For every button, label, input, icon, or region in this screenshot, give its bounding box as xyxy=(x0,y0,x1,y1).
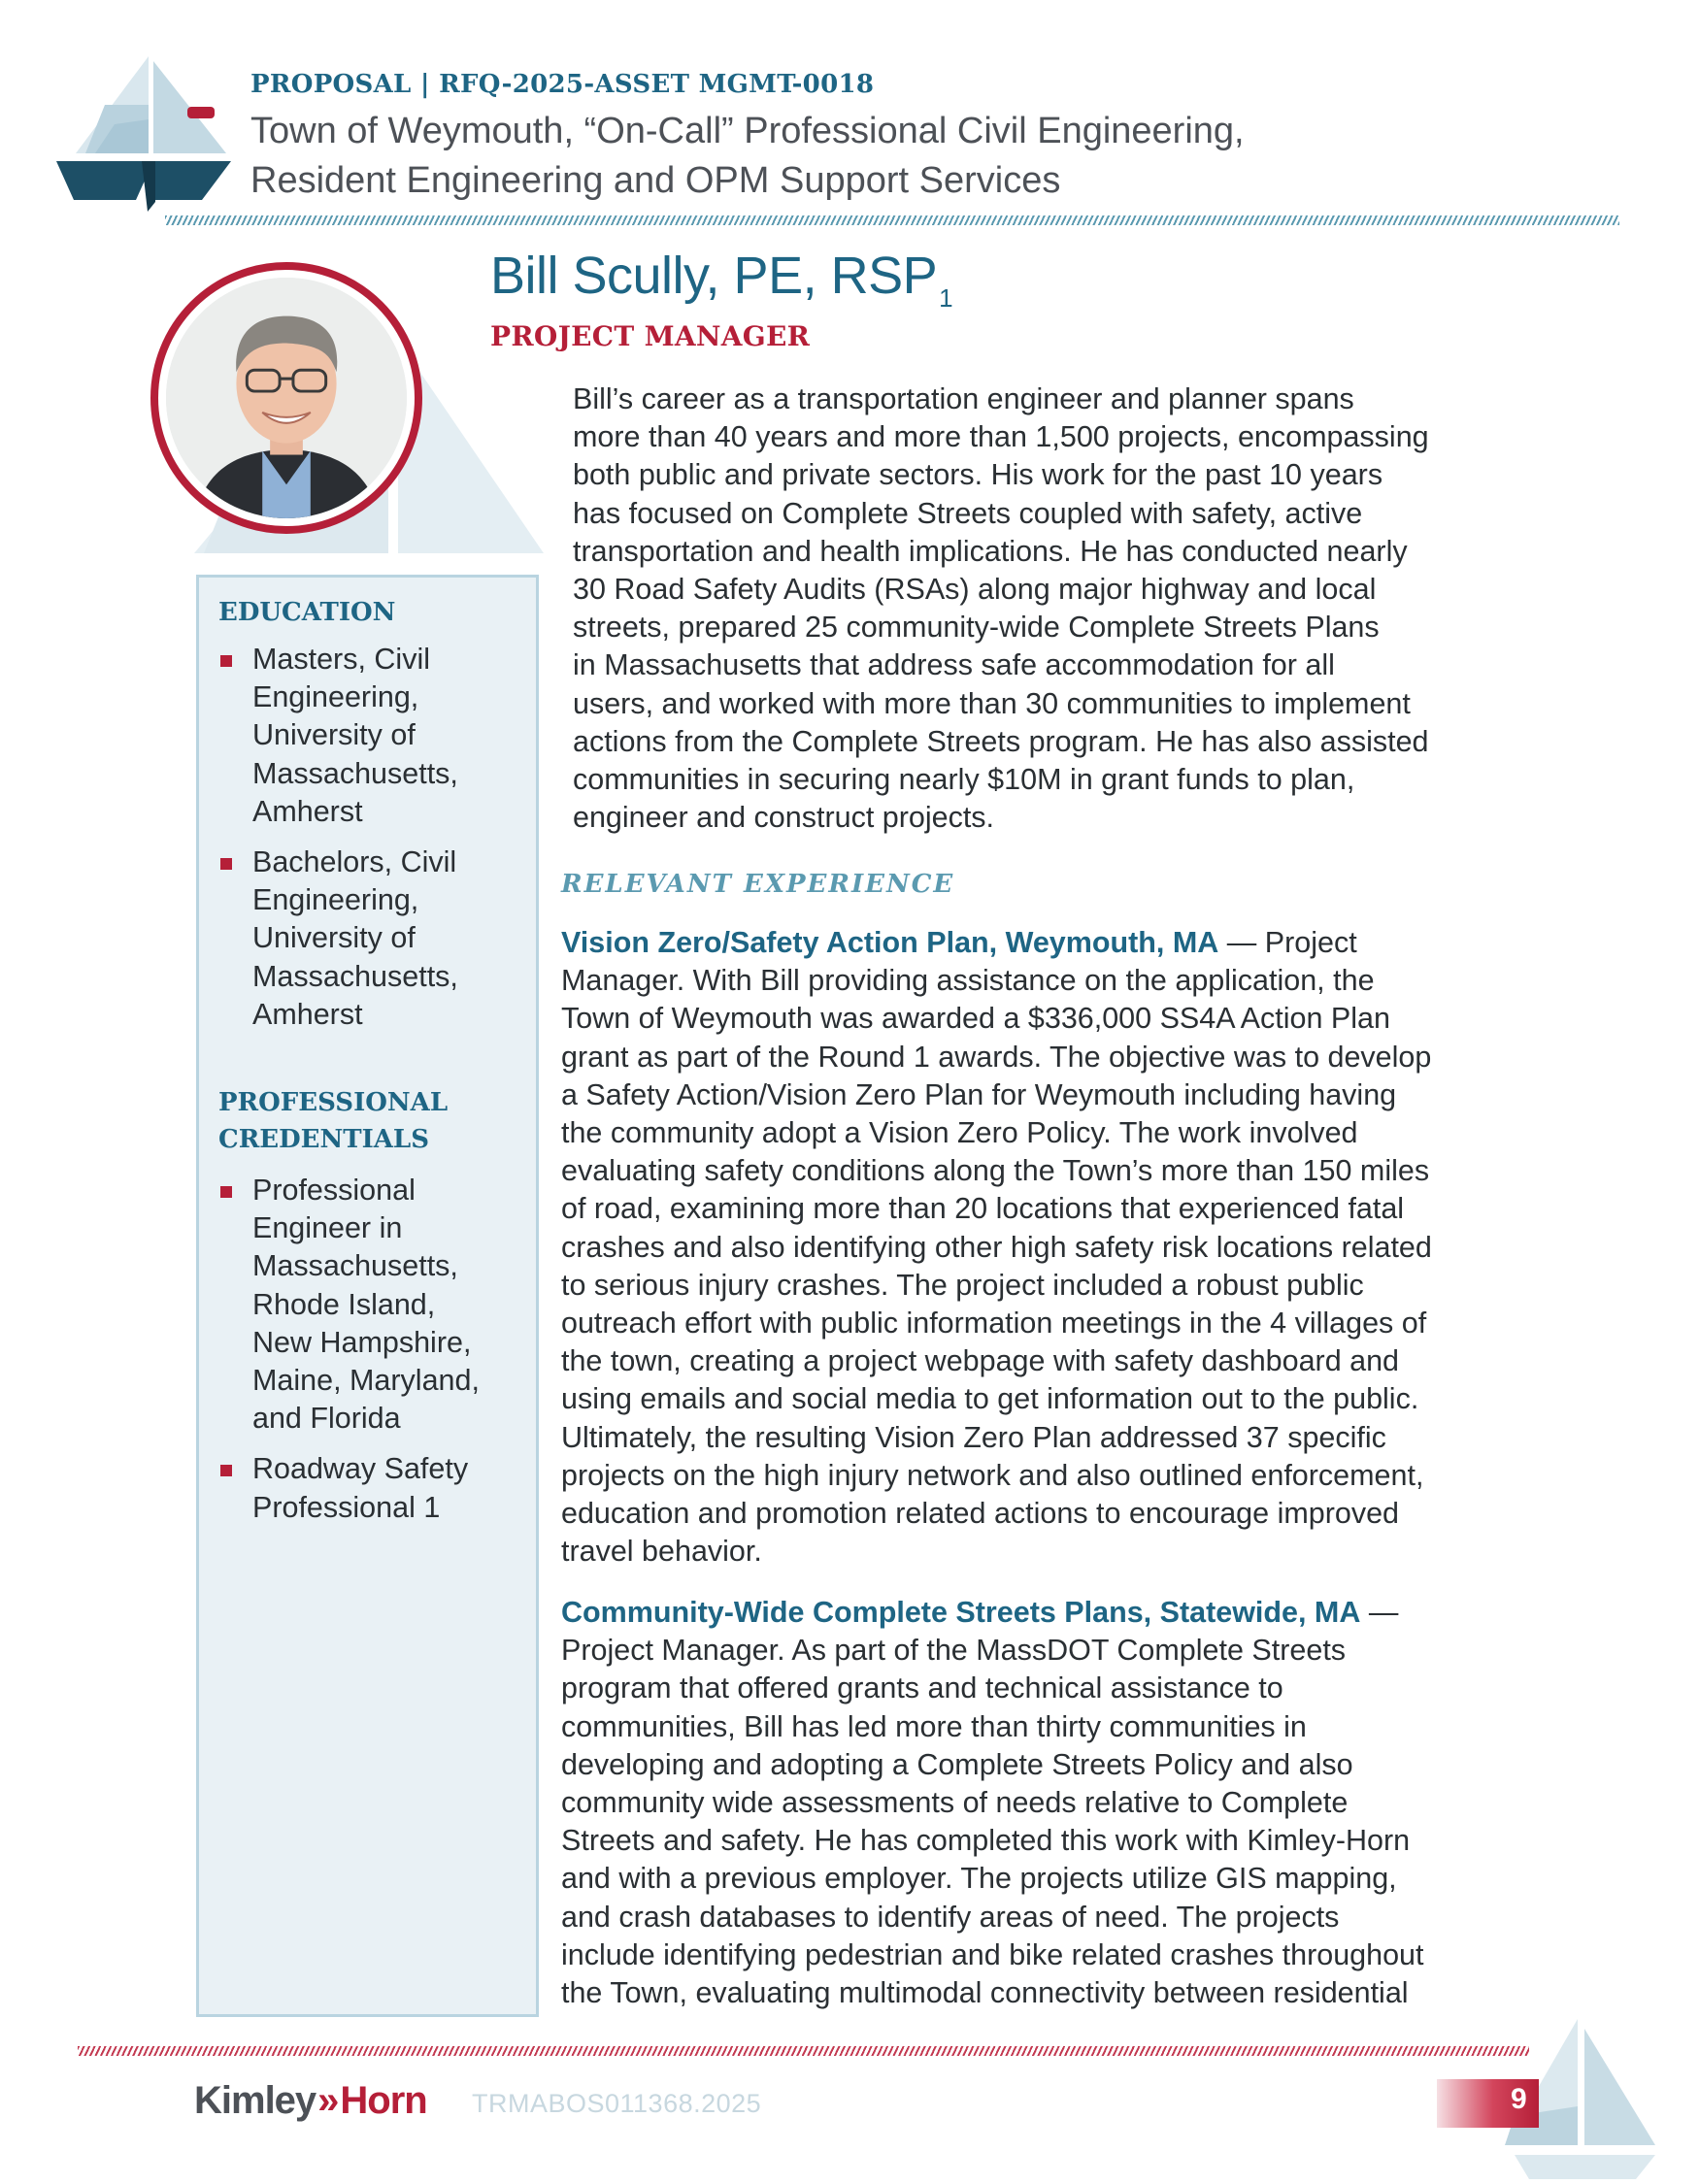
bio-line: Bill’s career as a transportation engineer and planner spans xyxy=(573,382,1354,415)
bio-line: in Massachusetts that address safe accommodation for all xyxy=(573,648,1335,682)
project-entry xyxy=(561,1594,1544,2012)
bio-paragraph xyxy=(573,381,1544,837)
education-heading: EDUCATION xyxy=(218,598,396,627)
project-line: to serious injury crashes. The project included a robust public xyxy=(561,1268,1364,1302)
project-line: evaluating safety conditions along the Town’s more than 150 miles xyxy=(561,1154,1430,1188)
logo-text-kimley: Kimley xyxy=(194,2079,316,2122)
project-first-line-rest: — Project xyxy=(1218,926,1357,959)
proposal-kicker: PROPOSAL | RFQ-2025-ASSET MGMT-0018 xyxy=(250,70,875,99)
person-role: PROJECT MANAGER xyxy=(490,320,811,352)
project-line: education and promotion related actions to encourage improved xyxy=(561,1497,1400,1531)
list-item xyxy=(218,641,534,831)
list-item-line: University of xyxy=(252,921,416,955)
project-line: projects on the high injury network and also outlined enforcement, xyxy=(561,1458,1424,1492)
person-name xyxy=(490,246,952,314)
project-entry xyxy=(561,924,1544,1571)
project-line: and with a previous employer. The projects utilize GIS mapping, xyxy=(561,1862,1397,1896)
headshot-frame xyxy=(150,262,422,534)
company-logo xyxy=(194,2079,427,2123)
project-line: and crash databases to identify areas of need. The projects xyxy=(561,1900,1340,1934)
project-first-line-rest: — xyxy=(1360,1596,1399,1629)
bio-line: more than 40 years and more than 1,500 projects, encompassing xyxy=(573,420,1429,454)
list-item-line: Maine, Maryland, xyxy=(252,1364,480,1398)
project-line: travel behavior. xyxy=(561,1535,762,1569)
list-item xyxy=(218,1450,534,1526)
list-item-line: Engineering, xyxy=(252,883,419,917)
project-title: Community-Wide Complete Streets Plans, Statewide, MA xyxy=(561,1596,1361,1629)
credentials-heading-line: CREDENTIALS xyxy=(218,1125,429,1154)
bio-line: actions from the Complete Streets program. He has also assisted xyxy=(573,724,1429,758)
project-line: outreach effort with public information meetings in the 4 villages of xyxy=(561,1307,1427,1340)
credentials-list xyxy=(218,1172,534,1539)
list-item-line: Masters, Civil xyxy=(252,643,431,676)
relevant-experience-heading: RELEVANT EXPERIENCE xyxy=(561,870,955,899)
project-line: grant as part of the Round 1 awards. The objective was to develop xyxy=(561,1040,1432,1074)
project-line: crashes and also identifying other high safety risk locations related xyxy=(561,1230,1432,1264)
bio-line: both public and private sectors. His work for the past 10 years xyxy=(573,458,1383,492)
project-line: Ultimately, the resulting Vision Zero Plan addressed 37 specific xyxy=(561,1420,1386,1454)
bio-line: transportation and health implications. He has conducted nearly xyxy=(573,534,1408,568)
bio-line: 30 Road Safety Audits (RSAs) along major highway and local xyxy=(573,573,1377,607)
project-line: include identifying pedestrian and bike related crashes throughout xyxy=(561,1937,1424,1971)
list-item-line: Rhode Island, xyxy=(252,1287,436,1321)
person-portrait-icon xyxy=(166,278,407,518)
project-line: the community adopt a Vision Zero Policy. The work involved xyxy=(561,1116,1358,1150)
header-divider xyxy=(165,215,1619,225)
list-item xyxy=(218,1172,534,1438)
person-name-subscript: 1 xyxy=(939,283,953,313)
project-line: the Town, evaluating multimodal connectivity between residential xyxy=(561,1976,1409,2010)
proposal-title-line: Town of Weymouth, “On-Call” Professional Civil Engineering, xyxy=(250,111,1245,151)
bullet-icon xyxy=(220,655,232,667)
project-line: developing and adopting a Complete Streets Policy and also xyxy=(561,1747,1353,1781)
logo-arrows-icon: » xyxy=(317,2079,339,2122)
project-line: using emails and social media to get information out to the public. xyxy=(561,1382,1419,1416)
project-line: of road, examining more than 20 locations that experienced fatal xyxy=(561,1192,1405,1226)
project-first-line xyxy=(561,924,1544,962)
bio-line: communities in securing nearly $10M in grant funds to plan, xyxy=(573,763,1355,797)
list-item-line: and Florida xyxy=(252,1402,401,1436)
document-code: TRMABOS011368.2025 xyxy=(472,2089,762,2118)
bio-line: engineer and construct projects. xyxy=(573,801,995,835)
credentials-heading xyxy=(218,1084,448,1158)
list-item-line: Roadway Safety xyxy=(252,1452,469,1486)
list-item xyxy=(218,844,534,1034)
list-item-line: Amherst xyxy=(252,794,363,828)
project-line: community wide assessments of needs relative to Complete xyxy=(561,1786,1349,1820)
proposal-title xyxy=(250,107,1513,206)
project-line: communities, Bill has led more than thirty communities in xyxy=(561,1709,1307,1743)
project-line: Manager. With Bill providing assistance on the application, the xyxy=(561,964,1375,998)
list-item-line: Massachusetts, xyxy=(252,959,458,993)
list-item-line: Professional 1 xyxy=(252,1490,441,1524)
project-first-line xyxy=(561,1594,1544,1632)
list-item-line: Massachusetts, xyxy=(252,756,458,790)
project-line: a Safety Action/Vision Zero Plan for Weymouth including having xyxy=(561,1077,1397,1111)
list-item-line: Engineer in xyxy=(252,1211,403,1245)
list-item-line: Engineering, xyxy=(252,680,419,714)
sail-logo-icon xyxy=(47,47,231,221)
project-line: Town of Weymouth was awarded a $336,000 SS4A Action Plan xyxy=(561,1002,1390,1036)
bullet-icon xyxy=(220,858,232,870)
project-line: program that offered grants and technical assistance to xyxy=(561,1671,1283,1705)
page-number: 9 xyxy=(1511,2083,1527,2115)
education-list xyxy=(218,641,534,1046)
bullet-icon xyxy=(220,1465,232,1476)
list-item-line: New Hampshire, xyxy=(252,1325,472,1359)
list-item-line: University of xyxy=(252,718,416,752)
sidebar-panel xyxy=(196,575,539,2017)
project-line: Streets and safety. He has completed this work with Kimley-Horn xyxy=(561,1824,1411,1858)
logo-text-horn: Horn xyxy=(340,2079,427,2122)
credentials-heading-line: PROFESSIONAL xyxy=(218,1088,449,1117)
list-item-line: Amherst xyxy=(252,997,363,1031)
bullet-icon xyxy=(220,1186,232,1198)
project-line: the town, creating a project webpage with safety dashboard and xyxy=(561,1344,1400,1378)
list-item-line: Bachelors, Civil xyxy=(252,845,457,879)
person-name-text: Bill Scully, PE, RSP xyxy=(490,247,938,305)
headshot-photo xyxy=(166,278,407,518)
project-title: Vision Zero/Safety Action Plan, Weymouth, MA xyxy=(561,926,1219,959)
bio-line: has focused on Complete Streets coupled with safety, active xyxy=(573,496,1363,530)
list-item-line: Massachusetts, xyxy=(252,1249,458,1283)
list-item-line: Professional xyxy=(252,1174,416,1207)
footer-divider xyxy=(78,2046,1529,2056)
proposal-title-line: Resident Engineering and OPM Support Services xyxy=(250,160,1061,201)
bio-line: streets, prepared 25 community-wide Complete Streets Plans xyxy=(573,611,1380,645)
bio-line: users, and worked with more than 30 communities to implement xyxy=(573,686,1411,720)
project-line: Project Manager. As part of the MassDOT Complete Streets xyxy=(561,1634,1347,1668)
